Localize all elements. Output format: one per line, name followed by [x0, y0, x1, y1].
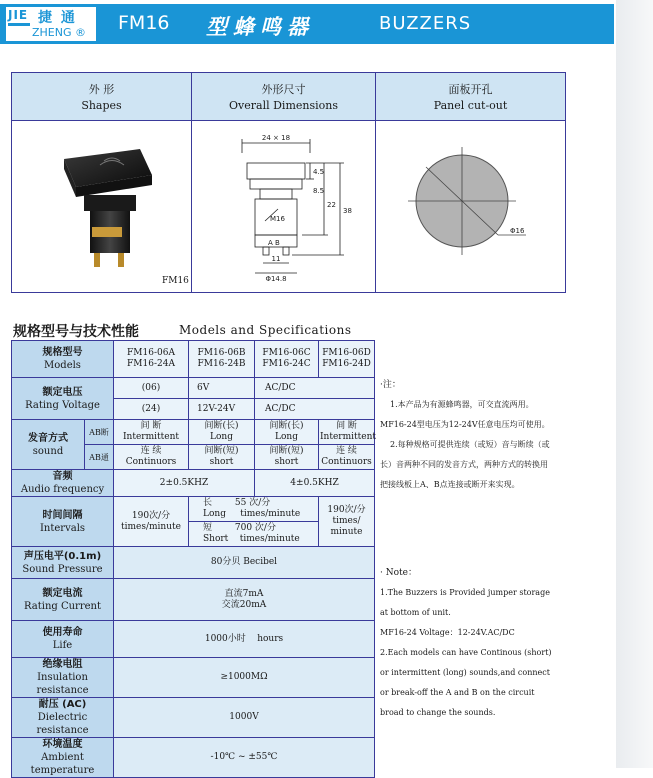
- dielectric-label: 耐压 (AC) Dielectric resistance: [12, 698, 114, 738]
- logo-text-top: JIE: [8, 8, 29, 22]
- dim-h1: 4.5: [313, 168, 325, 176]
- model-cell-b: FM16-06B FM16-24B: [189, 341, 255, 378]
- row-models: [12, 341, 375, 378]
- shapes-header: [12, 73, 192, 121]
- interval-short: 短 700 次/分 Short times/minute: [189, 522, 319, 547]
- logo-bar: [8, 23, 30, 26]
- model-cell-d: FM16-06D FM16-24D: [319, 341, 375, 378]
- voltage-label: 额定电压 Rating Voltage: [12, 378, 114, 420]
- sound-connect-c: 间断(短) short: [255, 445, 319, 470]
- notes-en-p2: MF16-24 Voltage：12-24V.AC/DC: [380, 628, 515, 637]
- voltage-24-code: (24): [114, 399, 189, 420]
- row-frequency: [12, 470, 375, 497]
- interval-long: 长 55 次/分 Long times/minute: [189, 497, 319, 522]
- notes-en-p1: 1.The Buzzers is Provided jumper storage at bottom of unit.: [380, 588, 550, 617]
- ab-break-label: AB断: [85, 420, 114, 445]
- voltage-06-type: AC/DC: [255, 378, 375, 399]
- sound-label: 发音方式 sound: [12, 420, 85, 470]
- logo-text-cn: 捷 通: [38, 10, 77, 26]
- panel-diameter: Φ16: [510, 227, 525, 235]
- panel-header-cn: 面板开孔: [448, 83, 493, 96]
- shape-photo-cell: [12, 121, 192, 292]
- row-dielectric: [12, 698, 375, 738]
- temperature-label: 环境温度 Ambient temperature: [12, 738, 114, 778]
- row-sound-break: [12, 420, 375, 445]
- voltage-06-value: 6V: [189, 378, 255, 399]
- shapes-header-en: Shapes: [81, 99, 122, 112]
- dimensions-header: [192, 73, 376, 121]
- photo-label: FM16: [162, 276, 189, 286]
- notes-cn-heading: ·注：: [380, 380, 401, 390]
- dimension-drawing-cell: [192, 121, 376, 292]
- sound-connect-d: 连 续 Continuors: [319, 445, 375, 470]
- panel-header-en: Panel cut-out: [433, 99, 508, 112]
- english-title: BUZZERS: [379, 13, 472, 34]
- voltage-06-code: (06): [114, 378, 189, 399]
- notes-cn-p2: 2.每种规格可提供连续（或短）音与断续（或长）音两种不同的发音方式，两种方式的转换用把接线板上A、B点连接或断开来实现。: [380, 440, 550, 489]
- buzzer-photo: [12, 121, 192, 292]
- notes-chinese: [380, 375, 555, 495]
- notes-cn-p1: 1.本产品为有源蜂鸣器，可交直流两用。MF16-24型电压为12-24V任意电压均可使用。: [380, 400, 550, 429]
- spec-table: [11, 340, 375, 778]
- sound-break-d: 间 断 Intermittent: [319, 420, 375, 445]
- row-current: [12, 579, 375, 621]
- current-label: 额定电流 Rating Current: [12, 579, 114, 621]
- row-voltage-06: [12, 378, 375, 399]
- notes-english: [380, 563, 555, 723]
- current-value: 直流7mA 交流20mA: [114, 579, 375, 621]
- dim-top-width: 24 × 18: [261, 134, 291, 142]
- page-edge: [616, 0, 653, 768]
- dimensions-header-cn: 外形尺寸: [261, 83, 306, 96]
- dim-body-mark: M16: [270, 215, 285, 223]
- row-life: [12, 621, 375, 658]
- notes-en-heading: · Note：: [380, 568, 417, 578]
- dim-h4: 38: [343, 207, 352, 215]
- frequency-ab: 2±0.5KHZ: [114, 470, 255, 497]
- dim-h2: 8.5: [313, 187, 325, 195]
- panel-cutout-cell: [376, 121, 565, 292]
- row-interval-long: [12, 497, 375, 522]
- insulation-label: 绝缘电阻 Insulation resistance: [12, 658, 114, 698]
- temperature-value: -10℃ ~ ±55℃: [114, 738, 375, 778]
- dim-w1: 11: [271, 255, 281, 263]
- dimensions-header-en: Overall Dimensions: [229, 99, 338, 112]
- pressure-value: 80分贝 Becibel: [114, 547, 375, 579]
- life-value: 1000小时 hours: [114, 621, 375, 658]
- ab-connect-label: AB通: [85, 445, 114, 470]
- overview-table: [11, 72, 566, 293]
- frequency-cd: 4±0.5KHZ: [255, 470, 375, 497]
- sound-connect-b: 间断(短) short: [189, 445, 255, 470]
- notes-en-p3: 2.Each models can have Continous (short) or intermittent (long) sounds,and connect or break-off the A and B on the circuit broad to change the sounds.: [380, 648, 552, 717]
- interval-a: 190次/分 times/minute: [114, 497, 189, 547]
- pressure-label: 声压电平(0.1m) Sound Pressure: [12, 547, 114, 579]
- dim-h3: 22: [327, 201, 336, 209]
- spec-title-en: Models and Specifications: [179, 323, 352, 337]
- dimension-drawing: [192, 121, 376, 292]
- row-pressure: [12, 547, 375, 579]
- voltage-24-type: AC/DC: [255, 399, 375, 420]
- sound-break-c: 间断(长) Long: [255, 420, 319, 445]
- dim-pins: A B: [268, 239, 280, 247]
- page-header: [0, 4, 614, 44]
- dielectric-value: 1000V: [114, 698, 375, 738]
- panel-header: [376, 73, 565, 121]
- row-temperature: [12, 738, 375, 778]
- logo-text-bottom: ZHENG ®: [32, 26, 87, 39]
- interval-d: 190次/分 times/ minute: [319, 497, 375, 547]
- sound-break-a: 间 断 Intermittent: [114, 420, 189, 445]
- frequency-label: 音频 Audio frequency: [12, 470, 114, 497]
- shapes-header-cn: 外 形: [88, 83, 115, 96]
- spec-title-cn: 规格型号与技术性能: [13, 324, 139, 340]
- insulation-value: ≥1000MΩ: [114, 658, 375, 698]
- brand-logo: [6, 7, 96, 41]
- sound-connect-a: 连 续 Continuors: [114, 445, 189, 470]
- chinese-title: 型蜂鸣器: [206, 15, 314, 39]
- life-label: 使用寿命 Life: [12, 621, 114, 658]
- model-cell-c: FM16-06C FM16-24C: [255, 341, 319, 378]
- sound-break-b: 间断(长) Long: [189, 420, 255, 445]
- panel-cutout-drawing: [376, 121, 565, 292]
- dim-w2: Φ14.8: [265, 275, 287, 283]
- model-title: FM16: [118, 12, 170, 34]
- voltage-24-value: 12V-24V: [189, 399, 255, 420]
- models-label: 规格型号 Models: [12, 341, 114, 378]
- interval-label: 时间间隔 Intervals: [12, 497, 114, 547]
- model-cell-a: FM16-06A FM16-24A: [114, 341, 189, 378]
- row-insulation: [12, 658, 375, 698]
